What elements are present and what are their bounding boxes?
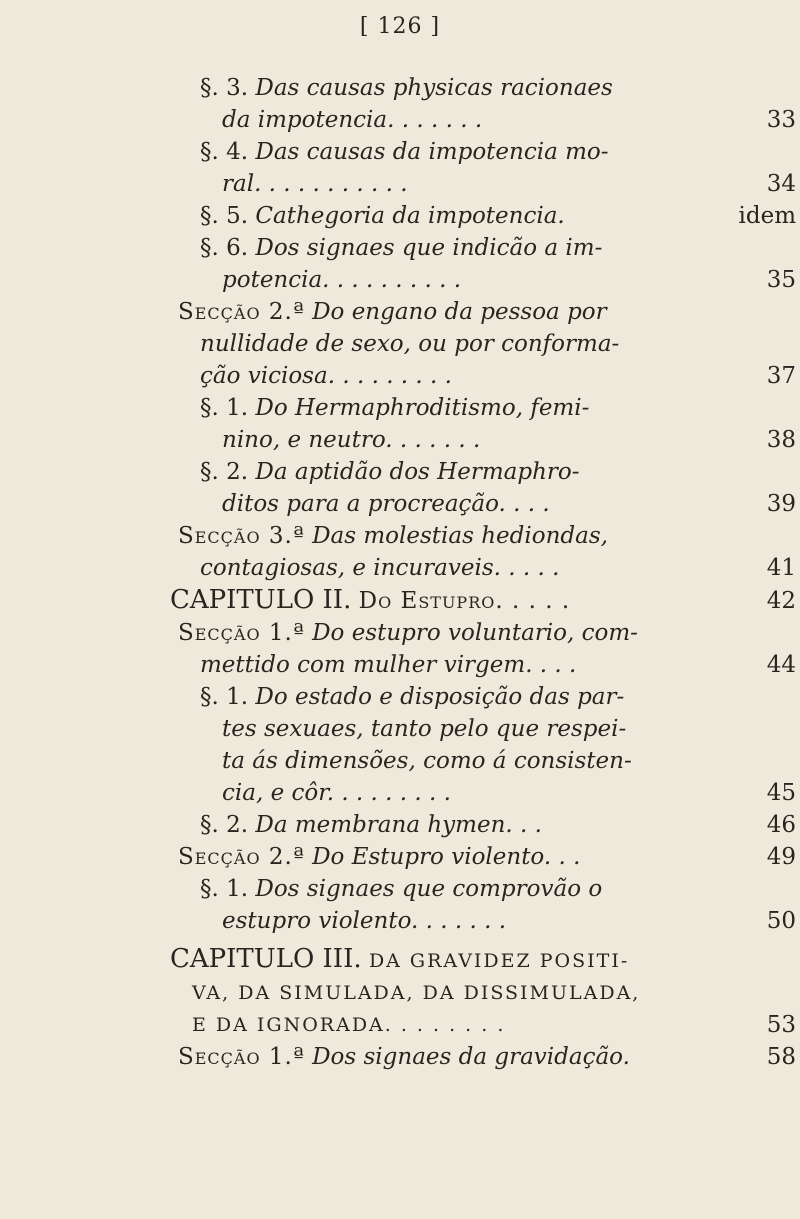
entry-page: 53 [766,1012,796,1038]
toc-entry [178,456,796,520]
entry-title-line: Das molestias hediondas, [312,523,608,549]
entry-title-line: Do engano da pessoa por [312,299,607,325]
entry-label: §. 1. [200,395,249,421]
entry-title-line: Da aptidão dos Hermaphro- [255,459,580,485]
entry-title-line: Do Estupro. . . . . [358,588,571,614]
entry-title-line: Do estupro voluntario, com- [312,620,638,646]
entry-page: 35 [766,267,796,293]
entry-title-line: VA, DA SIMULADA, DA DISSIMULADA, [192,982,641,1004]
entry-title-line: mettido com mulher virgem. . . . [200,652,577,678]
entry-page: 37 [766,363,796,389]
entry-title-line: Do Hermaphroditismo, femi- [255,395,590,421]
toc-entry [170,584,796,617]
chapter-label: CAPITULO III. [170,944,362,974]
entry-page: 46 [766,812,796,838]
entry-page: 33 [766,107,796,133]
entry-page: 58 [766,1044,796,1070]
entry-title-line: Dos signaes da gravidação. [312,1044,630,1070]
entry-title-line: Dos signaes que indicão a im- [255,235,603,261]
entry-page: 44 [766,652,796,678]
entry-title-line: estupro violento. . . . . . . [222,908,507,934]
entry-title-line: da impotencia. . . . . . . [222,107,483,133]
entry-page: idem [738,203,796,229]
toc-entry [178,200,796,232]
entry-title-line: cia, e côr. . . . . . . . . [222,780,451,806]
entry-title-line: ção viciosa. . . . . . . . . [200,363,452,389]
entry-title-line: DA GRAVIDEZ POSITI- [368,950,630,972]
entry-title-line: Do Estupro violento. . . [312,844,581,870]
entry-title-line: ditos para a procreação. . . . [222,491,550,517]
toc-entry [170,943,796,1041]
page-number: [ 126 ] [359,14,441,39]
entry-title-line: potencia. . . . . . . . . . [222,267,462,293]
entry-title-line: nullidade de sexo, ou por conforma- [200,331,620,357]
entry-page: 41 [766,555,796,581]
entry-title-line: ral. . . . . . . . . . . [222,171,408,197]
table-of-contents [170,72,796,1073]
entry-page: 50 [766,908,796,934]
toc-entry [178,232,796,296]
entry-label: §. 5. [200,203,249,229]
entry-title-line: Das causas da impotencia mo- [255,139,609,165]
entry-title-line: E DA IGNORADA. . . . . . . . [192,1014,506,1036]
entry-title-line: nino, e neutro. . . . . . . [222,427,481,453]
toc-entry [178,72,796,136]
entry-title-line: Das causas physicas racionaes [255,75,613,101]
entry-title-line: Dos signaes que comprovão o [255,876,603,902]
entry-label: Secção 1.ª [178,1044,305,1070]
entry-title-line: ta ás dimensões, como á consisten- [222,748,632,774]
entry-page: 38 [766,427,796,453]
entry-label: §. 6. [200,235,249,261]
toc-entry [178,681,796,809]
entry-title-line: Cathegoria da impotencia. [255,203,565,229]
entry-label: §. 3. [200,75,249,101]
toc-entry [178,392,796,456]
chapter-label: CAPITULO II. [170,585,352,615]
toc-entry [178,809,796,841]
entry-title-line: tes sexuaes, tanto pelo que respei- [222,716,627,742]
entry-title-line: contagiosas, e incuraveis. . . . . [200,555,560,581]
entry-label: Secção 1.ª [178,620,305,646]
entry-label: §. 2. [200,459,249,485]
entry-label: Secção 2.ª [178,299,305,325]
toc-entry [178,296,796,392]
entry-label: Secção 3.ª [178,523,305,549]
entry-label: Secção 2.ª [178,844,305,870]
toc-entry [178,617,796,681]
entry-page: 39 [766,491,796,517]
toc-entry [178,873,796,937]
entry-label: §. 1. [200,876,249,902]
entry-page: 42 [766,588,796,614]
entry-page: 49 [766,844,796,870]
entry-page: 45 [766,780,796,806]
entry-title-line: Da membrana hymen. . . [255,812,542,838]
entry-label: §. 2. [200,812,249,838]
entry-label: §. 1. [200,684,249,710]
entry-title-line: Do estado e disposição das par- [255,684,625,710]
toc-entry [178,841,796,873]
toc-entry [178,1041,796,1073]
entry-page: 34 [766,171,796,197]
toc-entry [178,136,796,200]
entry-label: §. 4. [200,139,249,165]
toc-entry [178,520,796,584]
